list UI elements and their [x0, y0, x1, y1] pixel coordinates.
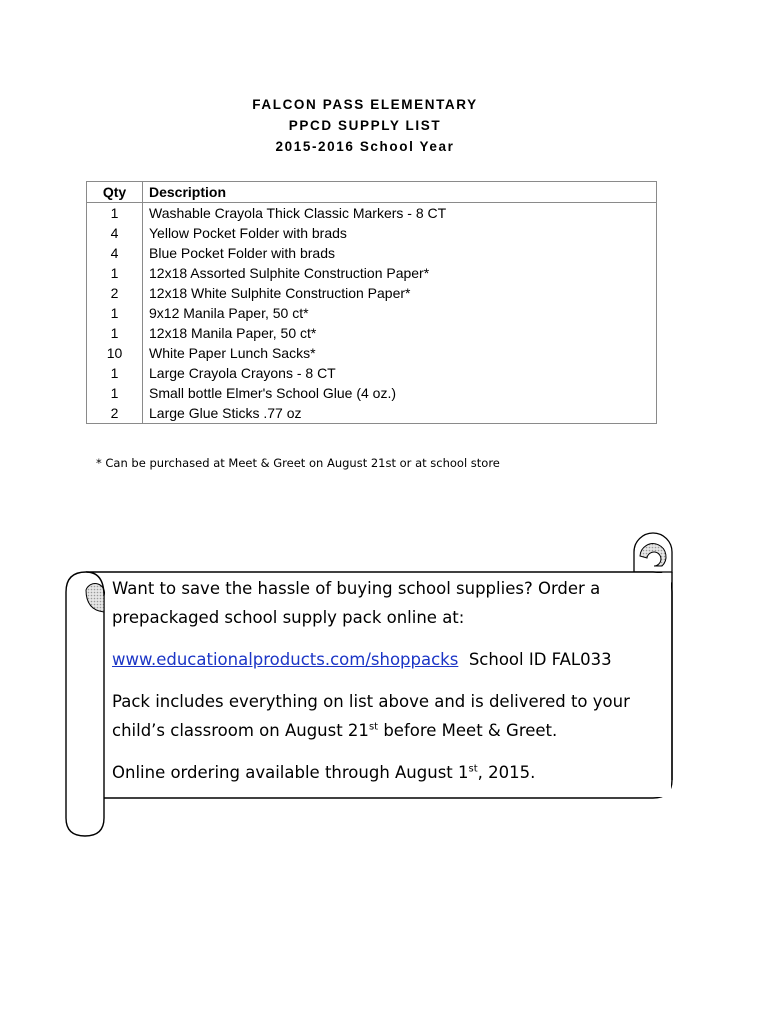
qty-cell: 1: [87, 383, 143, 403]
description-cell: White Paper Lunch Sacks*: [143, 343, 657, 363]
qty-cell: 2: [87, 283, 143, 303]
description-cell: 12x18 White Sulphite Construction Paper*: [143, 283, 657, 303]
pack-info-sup: st: [368, 721, 379, 733]
ordering-deadline: [112, 758, 652, 787]
qty-cell: 2: [87, 403, 143, 424]
qty-cell: 1: [87, 323, 143, 343]
qty-cell: 4: [87, 223, 143, 243]
description-cell: 9x12 Manila Paper, 50 ct*: [143, 303, 657, 323]
qty-cell: 10: [87, 343, 143, 363]
order-link-line: [112, 645, 652, 674]
deadline-sup: st: [468, 763, 478, 775]
description-cell: Large Glue Sticks .77 oz: [143, 403, 657, 424]
scroll-left-strip: [66, 572, 104, 836]
school-name: FALCON PASS ELEMENTARY: [252, 97, 478, 112]
list-title: PPCD SUPPLY LIST: [288, 118, 442, 133]
footnote: * Can be purchased at Meet & Greet on August 21st or at school store: [96, 456, 500, 470]
qty-cell: 1: [87, 363, 143, 383]
description-cell: 12x18 Assorted Sulphite Construction Paper*: [143, 263, 657, 283]
qty-header: Qty: [87, 182, 143, 203]
deadline-tail: , 2015.: [477, 763, 536, 782]
description-cell: 12x18 Manila Paper, 50 ct*: [143, 323, 657, 343]
qty-cell: 1: [87, 203, 143, 224]
order-prompt: Want to save the hassle of buying school supplies? Order a prepackaged school supply pack online at:: [112, 579, 601, 627]
qty-cell: 4: [87, 243, 143, 263]
school-year: 2015-2016 School Year: [275, 139, 455, 154]
qty-cell: 1: [87, 263, 143, 283]
pack-info-tail: before Meet & Greet.: [378, 721, 558, 740]
qty-cell: 1: [87, 303, 143, 323]
description-cell: Small bottle Elmer's School Glue (4 oz.): [143, 383, 657, 403]
pack-info: [112, 687, 652, 745]
deadline-text: Online ordering available through August 1: [112, 763, 469, 782]
description-cell: Yellow Pocket Folder with brads: [143, 223, 657, 243]
pack-info-text: Pack includes everything on list above and is delivered to your child’s classroom on August 21: [112, 692, 630, 740]
description-cell: Blue Pocket Folder with brads: [143, 243, 657, 263]
description-cell: Washable Crayola Thick Classic Markers - 8 CT: [143, 203, 657, 224]
scroll-text: [112, 574, 652, 800]
description-header: Description: [143, 182, 657, 203]
shop-packs-link[interactable]: www.educationalproducts.com/shoppacks: [112, 650, 459, 669]
description-cell: Large Crayola Crayons - 8 CT: [143, 363, 657, 383]
school-id: School ID FAL033: [468, 650, 612, 669]
